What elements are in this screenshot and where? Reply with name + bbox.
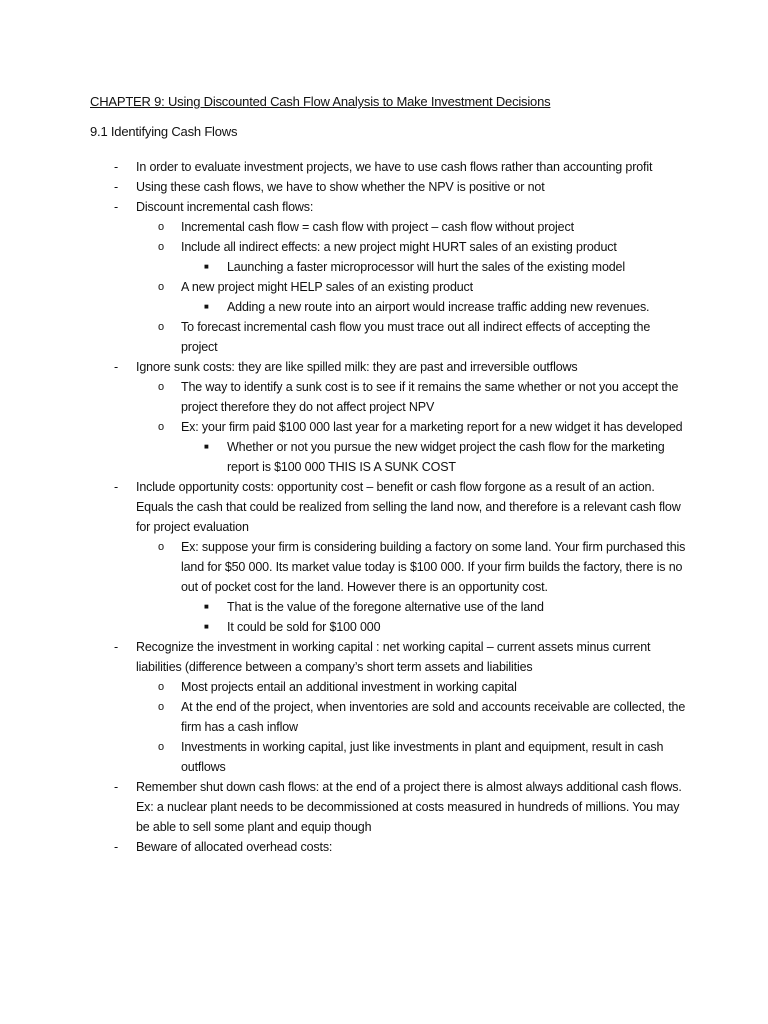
- sub-bullet-item: [0, 377, 768, 417]
- bullet-text: To forecast incremental cash flow you must trace out all indirect effects of accepting the project: [181, 320, 651, 354]
- circle-marker: o: [158, 741, 164, 753]
- sub-sub-bullet-item: [0, 597, 768, 617]
- bullet-text: A new project might HELP sales of an existing product: [181, 280, 473, 294]
- sub-bullet-item: [0, 417, 768, 437]
- square-marker: ■: [204, 262, 209, 271]
- bullet-text: Remember shut down cash flows: at the end of a project there is almost always additional cash flows. Ex: a nuclear plant needs to be decommissioned at costs measured in hundreds of millions. You may be able to sell some plant and equip though: [136, 780, 682, 834]
- square-marker: ■: [204, 442, 209, 451]
- bullet-text: Ex: suppose your firm is considering building a factory on some land. Your firm purchased this land for $50 000. Its market value today is $100 000. If your firm builds the factory, there is no out of pocket cost for the land. However there is an opportunity cost.: [181, 540, 686, 594]
- dash-marker: -: [114, 640, 119, 654]
- bullet-text: Discount incremental cash flows:: [136, 200, 314, 214]
- dash-marker: -: [114, 360, 119, 374]
- sub-bullet-item: [0, 697, 768, 737]
- sub-bullet-item: [0, 217, 768, 237]
- bullet-item: [0, 177, 768, 197]
- sub-sub-bullet-item: [0, 617, 768, 637]
- sub-bullet-item: [0, 277, 768, 297]
- bullet-text: Incremental cash flow = cash flow with project – cash flow without project: [181, 220, 574, 234]
- sub-sub-bullet-item: [0, 437, 768, 477]
- sub-bullet-item: [0, 677, 768, 697]
- dash-marker: -: [114, 160, 119, 174]
- bullet-text: That is the value of the foregone alternative use of the land: [227, 600, 544, 614]
- circle-marker: o: [158, 221, 164, 233]
- bullet-text: Investments in working capital, just like investments in plant and equipment, result in cash outflows: [181, 740, 664, 774]
- sub-sub-bullet-item: [0, 257, 768, 277]
- circle-marker: o: [158, 381, 164, 393]
- square-marker: ■: [204, 622, 209, 631]
- dash-marker: -: [114, 840, 119, 854]
- bullet-text: Ignore sunk costs: they are like spilled milk: they are past and irreversible outflows: [136, 360, 578, 374]
- bullet-text: The way to identify a sunk cost is to see if it remains the same whether or not you accept the project therefore they do not affect project NPV: [181, 380, 679, 414]
- sub-bullet-item: [0, 237, 768, 257]
- bullet-item: [0, 837, 768, 857]
- bullet-text: Using these cash flows, we have to show whether the NPV is positive or not: [136, 180, 545, 194]
- section-heading: 9.1 Identifying Cash Flows: [90, 124, 238, 139]
- bullet-list: [0, 157, 768, 857]
- bullet-text: Recognize the investment in working capital : net working capital – current assets minus current liabilities (difference between a company’s short term assets and liabilities: [136, 640, 651, 674]
- circle-marker: o: [158, 541, 164, 553]
- dash-marker: -: [114, 180, 119, 194]
- circle-marker: o: [158, 241, 164, 253]
- circle-marker: o: [158, 421, 164, 433]
- bullet-text: Launching a faster microprocessor will hurt the sales of the existing model: [227, 260, 625, 274]
- bullet-text: At the end of the project, when inventories are sold and accounts receivable are collected, the firm has a cash inflow: [181, 700, 686, 734]
- square-marker: ■: [204, 302, 209, 311]
- bullet-item: [0, 357, 768, 377]
- bullet-text: Most projects entail an additional investment in working capital: [181, 680, 517, 694]
- dash-marker: -: [114, 780, 119, 794]
- bullet-item: [0, 777, 768, 837]
- bullet-text: Adding a new route into an airport would increase traffic adding new revenues.: [227, 300, 650, 314]
- bullet-text: Beware of allocated overhead costs:: [136, 840, 333, 854]
- bullet-item: [0, 157, 768, 177]
- dash-marker: -: [114, 480, 119, 494]
- circle-marker: o: [158, 681, 164, 693]
- bullet-text: Ex: your firm paid $100 000 last year for a marketing report for a new widget it has developed: [181, 420, 683, 434]
- bullet-text: Include opportunity costs: opportunity cost – benefit or cash flow forgone as a result of an action. Equals the cash that could be realized from selling the land now, and therefore is a relevant cash flow for project evaluation: [136, 480, 681, 534]
- bullet-text: It could be sold for $100 000: [227, 620, 381, 634]
- circle-marker: o: [158, 281, 164, 293]
- bullet-item: [0, 637, 768, 677]
- square-marker: ■: [204, 602, 209, 611]
- bullet-text: Include all indirect effects: a new project might HURT sales of an existing product: [181, 240, 617, 254]
- sub-bullet-item: [0, 537, 768, 597]
- dash-marker: -: [114, 200, 119, 214]
- chapter-title: CHAPTER 9: Using Discounted Cash Flow Analysis to Make Investment Decisions: [90, 94, 551, 109]
- bullet-item: [0, 197, 768, 217]
- sub-sub-bullet-item: [0, 297, 768, 317]
- bullet-text: In order to evaluate investment projects, we have to use cash flows rather than accounting profit: [136, 160, 653, 174]
- bullet-text: Whether or not you pursue the new widget project the cash flow for the marketing report is $100 000 THIS IS A SUNK COST: [227, 440, 665, 474]
- circle-marker: o: [158, 321, 164, 333]
- sub-bullet-item: [0, 317, 768, 357]
- bullet-item: [0, 477, 768, 537]
- circle-marker: o: [158, 701, 164, 713]
- sub-bullet-item: [0, 737, 768, 777]
